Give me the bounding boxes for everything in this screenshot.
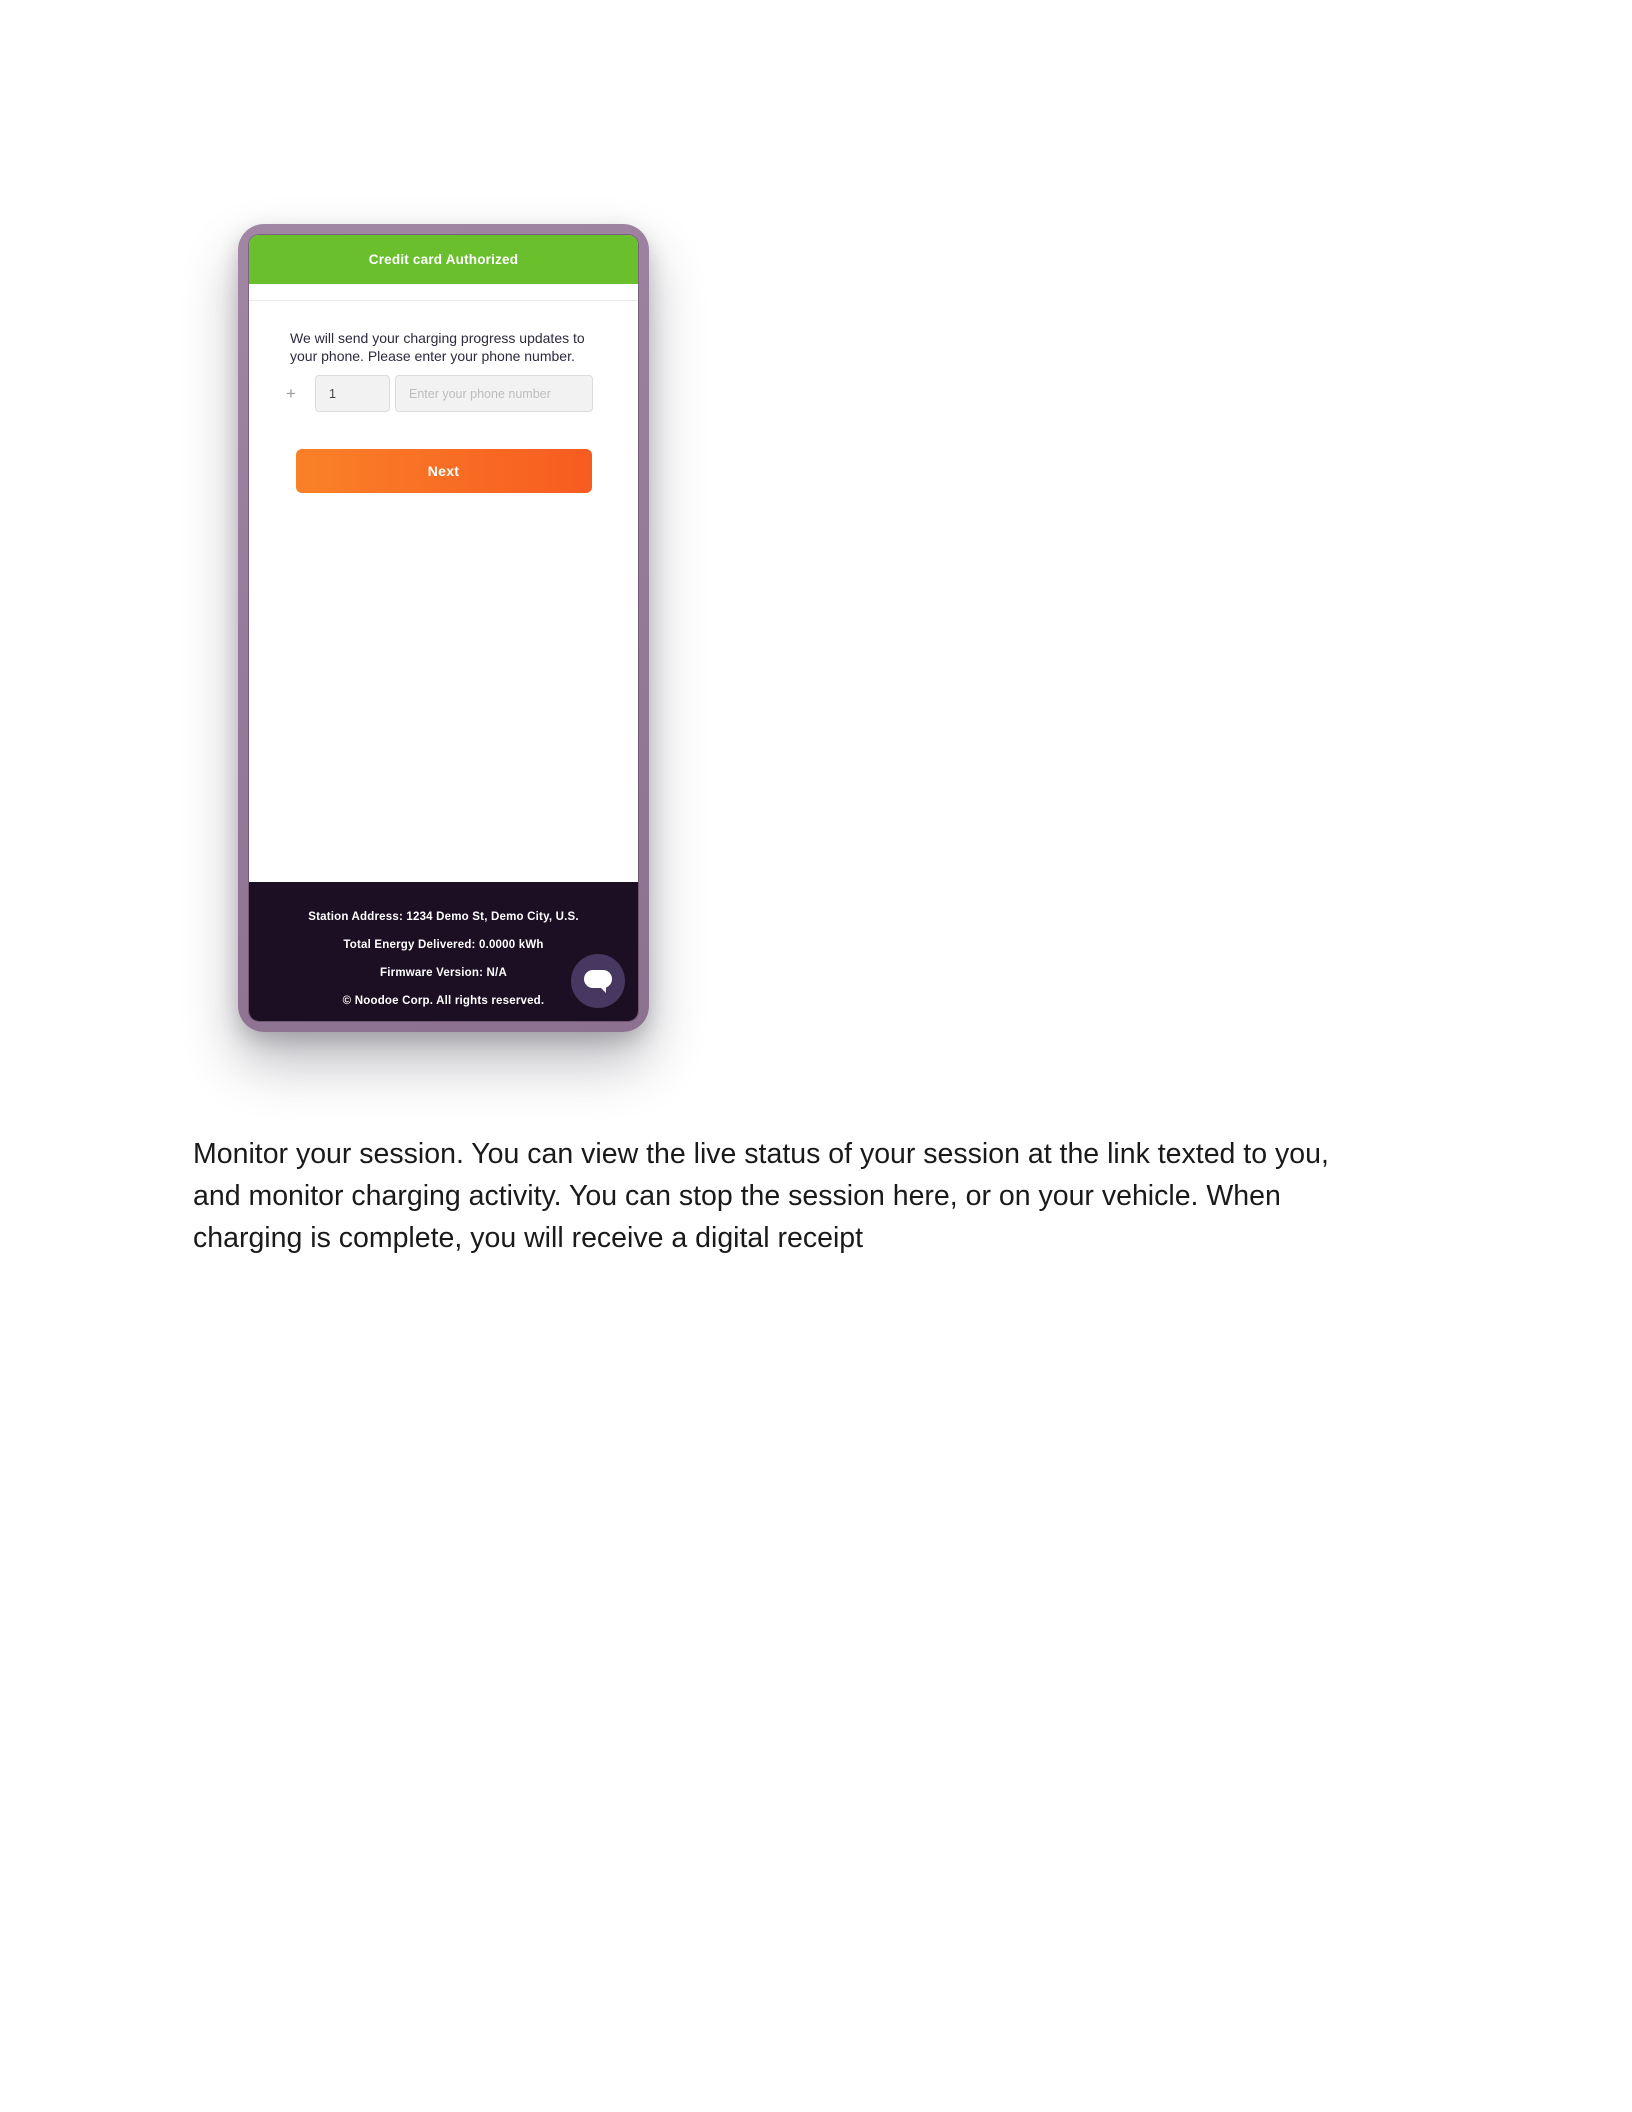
next-button[interactable]: Next <box>296 449 592 493</box>
country-code-input[interactable] <box>315 375 390 412</box>
firmware-version: Firmware Version: N/A <box>380 967 507 979</box>
content-spacer <box>249 493 638 882</box>
caption-line: and monitor charging activity. You can stop the session here, or on your vehicle. When <box>193 1180 1281 1212</box>
caption-line: Monitor your session. You can view the live status of your session at the link texted to you, <box>193 1138 1329 1170</box>
plus-prefix: + <box>286 383 296 403</box>
speech-bubble-icon <box>583 968 613 994</box>
instruction-text: We will send your charging progress updates to your phone. Please enter your phone number. <box>290 330 585 364</box>
total-energy-delivered: Total Energy Delivered: 0.0000 kWh <box>343 939 544 951</box>
phone-mockup <box>238 224 649 1032</box>
status-banner: Credit card Authorized <box>249 235 638 284</box>
caption-line: charging is complete, you will receive a digital receipt <box>193 1222 864 1254</box>
chat-launcher-button[interactable] <box>571 954 625 1008</box>
phone-input-row <box>249 375 638 412</box>
header-divider <box>249 300 638 301</box>
station-info-footer <box>249 882 638 1021</box>
app-screen <box>249 235 638 1021</box>
phone-number-input[interactable] <box>395 375 593 412</box>
copyright-notice: © Noodoe Corp. All rights reserved. <box>342 995 545 1007</box>
caption-paragraph <box>193 1133 1593 1259</box>
station-address: Station Address: 1234 Demo St, Demo City, U.S. <box>308 911 579 923</box>
